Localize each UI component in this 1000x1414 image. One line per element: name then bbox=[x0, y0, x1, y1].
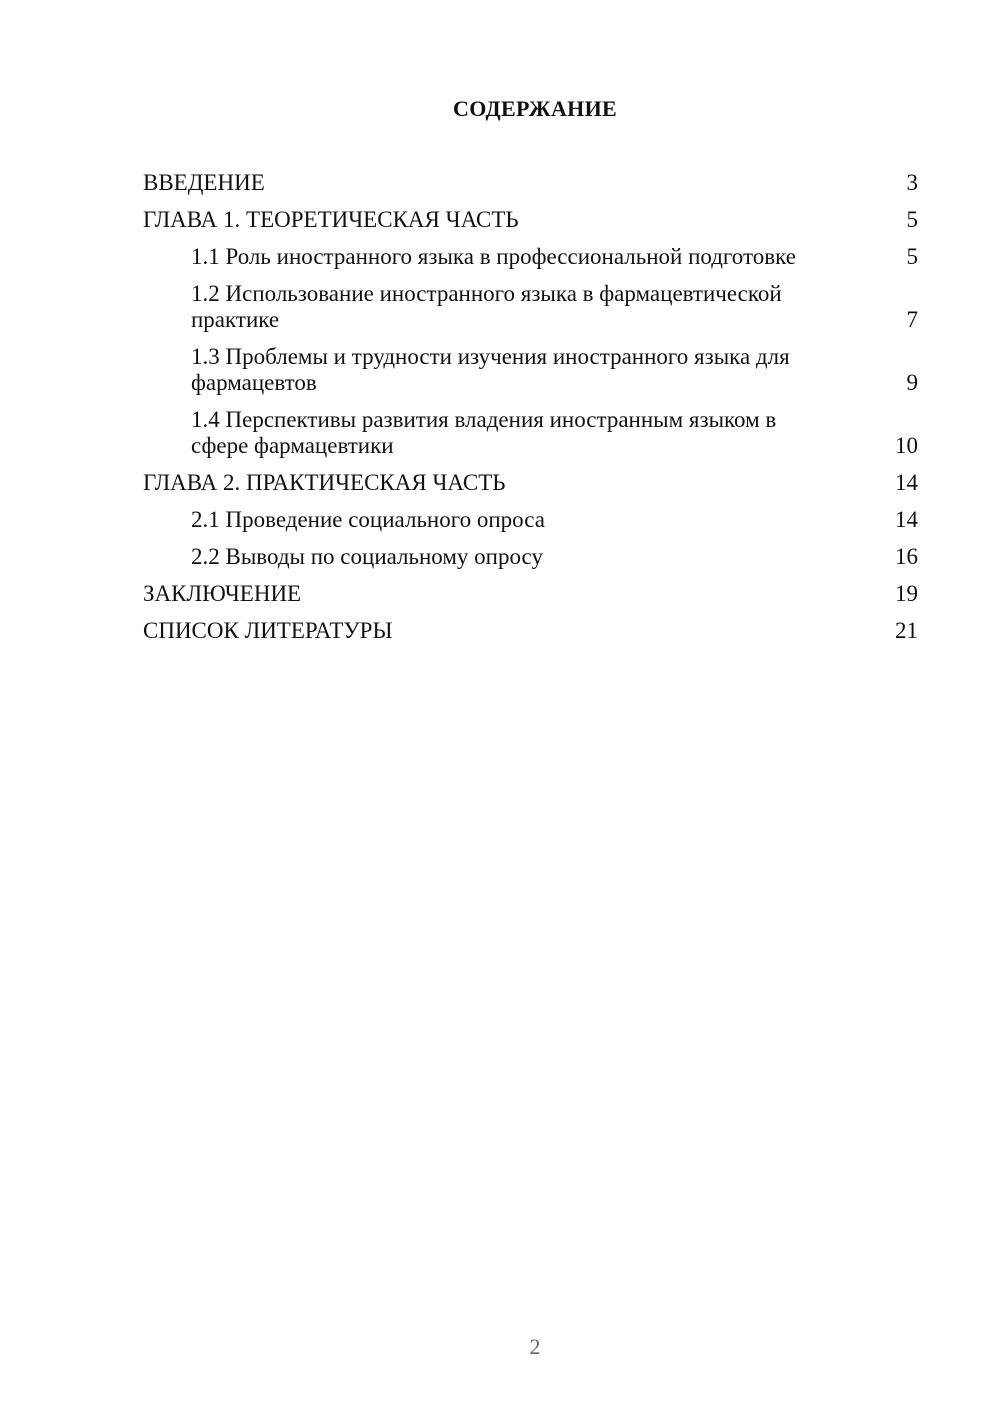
toc-entry-page: 9 bbox=[906, 370, 918, 395]
toc-entry-section-1-4 bbox=[143, 407, 918, 459]
toc-entry-section-2-2 bbox=[143, 544, 918, 570]
page-title: СОДЕРЖАНИЕ bbox=[453, 96, 617, 121]
toc-entry-page: 21 bbox=[895, 618, 918, 643]
table-of-contents bbox=[143, 170, 918, 655]
toc-entry-text: 1.2 Использование иностранного языка в фармацевтической практике bbox=[191, 281, 782, 332]
toc-entry-page: 14 bbox=[895, 507, 918, 532]
toc-entry-text: 1.4 Перспективы развития владения иностранным языком в сфере фармацевтики bbox=[191, 407, 777, 458]
toc-entry-chapter-1 bbox=[143, 207, 918, 233]
toc-entry-text: ГЛАВА 1. ТЕОРЕТИЧЕСКАЯ ЧАСТЬ bbox=[143, 207, 519, 232]
toc-entry-conclusion bbox=[143, 581, 918, 607]
toc-entry-references bbox=[143, 618, 918, 644]
toc-entry-section-2-1 bbox=[143, 507, 918, 533]
toc-entry-page: 3 bbox=[906, 170, 918, 195]
toc-entry-page: 5 bbox=[906, 207, 918, 232]
toc-entry-section-1-3 bbox=[143, 344, 918, 396]
toc-entry-page: 16 bbox=[895, 544, 918, 569]
page-number: 2 bbox=[529, 1334, 541, 1359]
toc-entry-text: 2.1 Проведение социального опроса bbox=[191, 507, 545, 532]
toc-entry-text: ГЛАВА 2. ПРАКТИЧЕСКАЯ ЧАСТЬ bbox=[143, 470, 506, 495]
toc-entry-page: 10 bbox=[895, 433, 918, 458]
toc-entry-text: ЗАКЛЮЧЕНИЕ bbox=[143, 581, 302, 606]
toc-entry-page: 14 bbox=[895, 470, 918, 495]
toc-entry-text: ВВЕДЕНИЕ bbox=[143, 170, 265, 195]
toc-entry-text: 1.1 Роль иностранного языка в профессиональной подготовке bbox=[191, 244, 796, 269]
toc-entry-page: 7 bbox=[906, 307, 918, 332]
toc-entry-text: СПИСОК ЛИТЕРАТУРЫ bbox=[143, 618, 393, 643]
toc-entry-page: 5 bbox=[906, 244, 918, 269]
toc-entry-page: 19 bbox=[895, 581, 918, 606]
toc-entry-introduction bbox=[143, 170, 918, 196]
toc-entry-section-1-2 bbox=[143, 281, 918, 333]
toc-entry-chapter-2 bbox=[143, 470, 918, 496]
toc-entry-text: 2.2 Выводы по социальному опросу bbox=[191, 544, 543, 569]
toc-entry-section-1-1 bbox=[143, 244, 918, 270]
toc-entry-text: 1.3 Проблемы и трудности изучения иностранного языка для фармацевтов bbox=[191, 344, 790, 395]
